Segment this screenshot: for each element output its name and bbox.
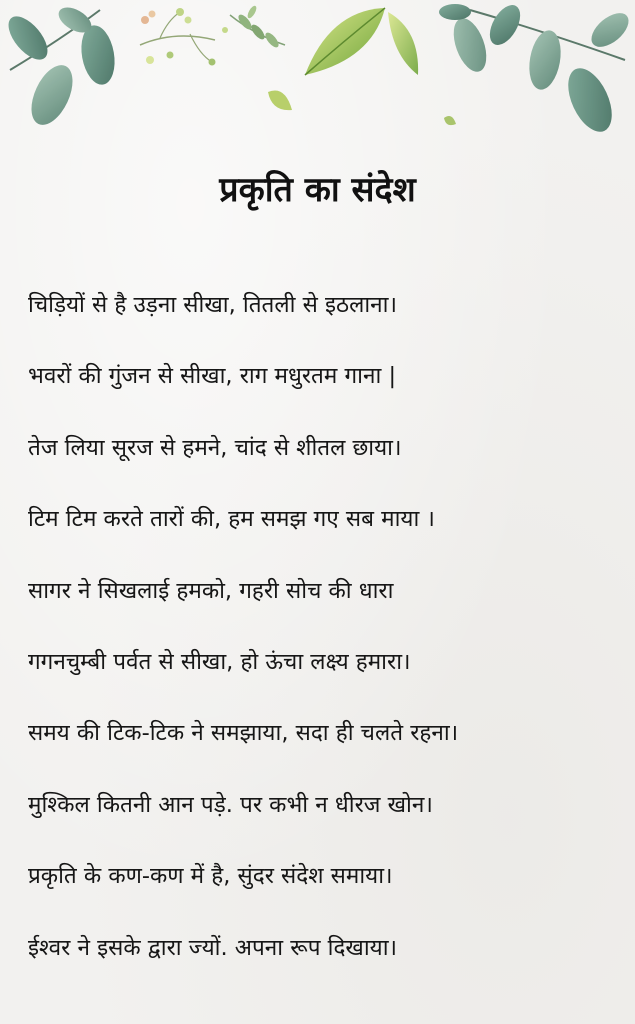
watercolor-leaves-illustration xyxy=(0,0,635,150)
poem-line: प्रकृति के कण-कण में है, सुंदर संदेश समाया। xyxy=(28,863,393,890)
right-branch-leaves xyxy=(439,0,635,138)
poem-line: मुश्किल कितनी आन पड़े. पर कभी न धीरज खोन। xyxy=(28,791,433,818)
poem-line: ईश्वर ने इसके द्वारा ज्यों. अपना रूप दिखाया। xyxy=(28,934,398,961)
fern-sprig xyxy=(230,4,285,49)
poem-line: भवरों की गुंजन से सीखा, राग मधुरतम गाना | xyxy=(28,363,397,390)
poem-line: टिम टिम करते तारों की, हम समझ गए सब माया । xyxy=(28,506,435,533)
center-leaves xyxy=(268,8,456,125)
poem-line: गगनचुम्बी पर्वत से सीखा, हो ऊंचा लक्ष्य हमारा। xyxy=(28,648,411,675)
poem-line: तेज लिया सूरज से हमने, चांद से शीतल छाया। xyxy=(28,434,402,461)
seed-sprig xyxy=(140,8,228,66)
poem-title: प्रकृति का संदेश xyxy=(219,170,416,210)
poem-lines xyxy=(0,283,635,997)
left-branch-leaves xyxy=(1,2,119,131)
poem-line: सागर ने सिखलाई हमको, गहरी सोच की धारा xyxy=(28,577,394,604)
poem-line: समय की टिक-टिक ने समझाया, सदा ही चलते रहना। xyxy=(28,720,459,747)
poem-line: चिड़ियों से है उड़ना सीखा, तितली से इठलाना। xyxy=(28,292,397,318)
